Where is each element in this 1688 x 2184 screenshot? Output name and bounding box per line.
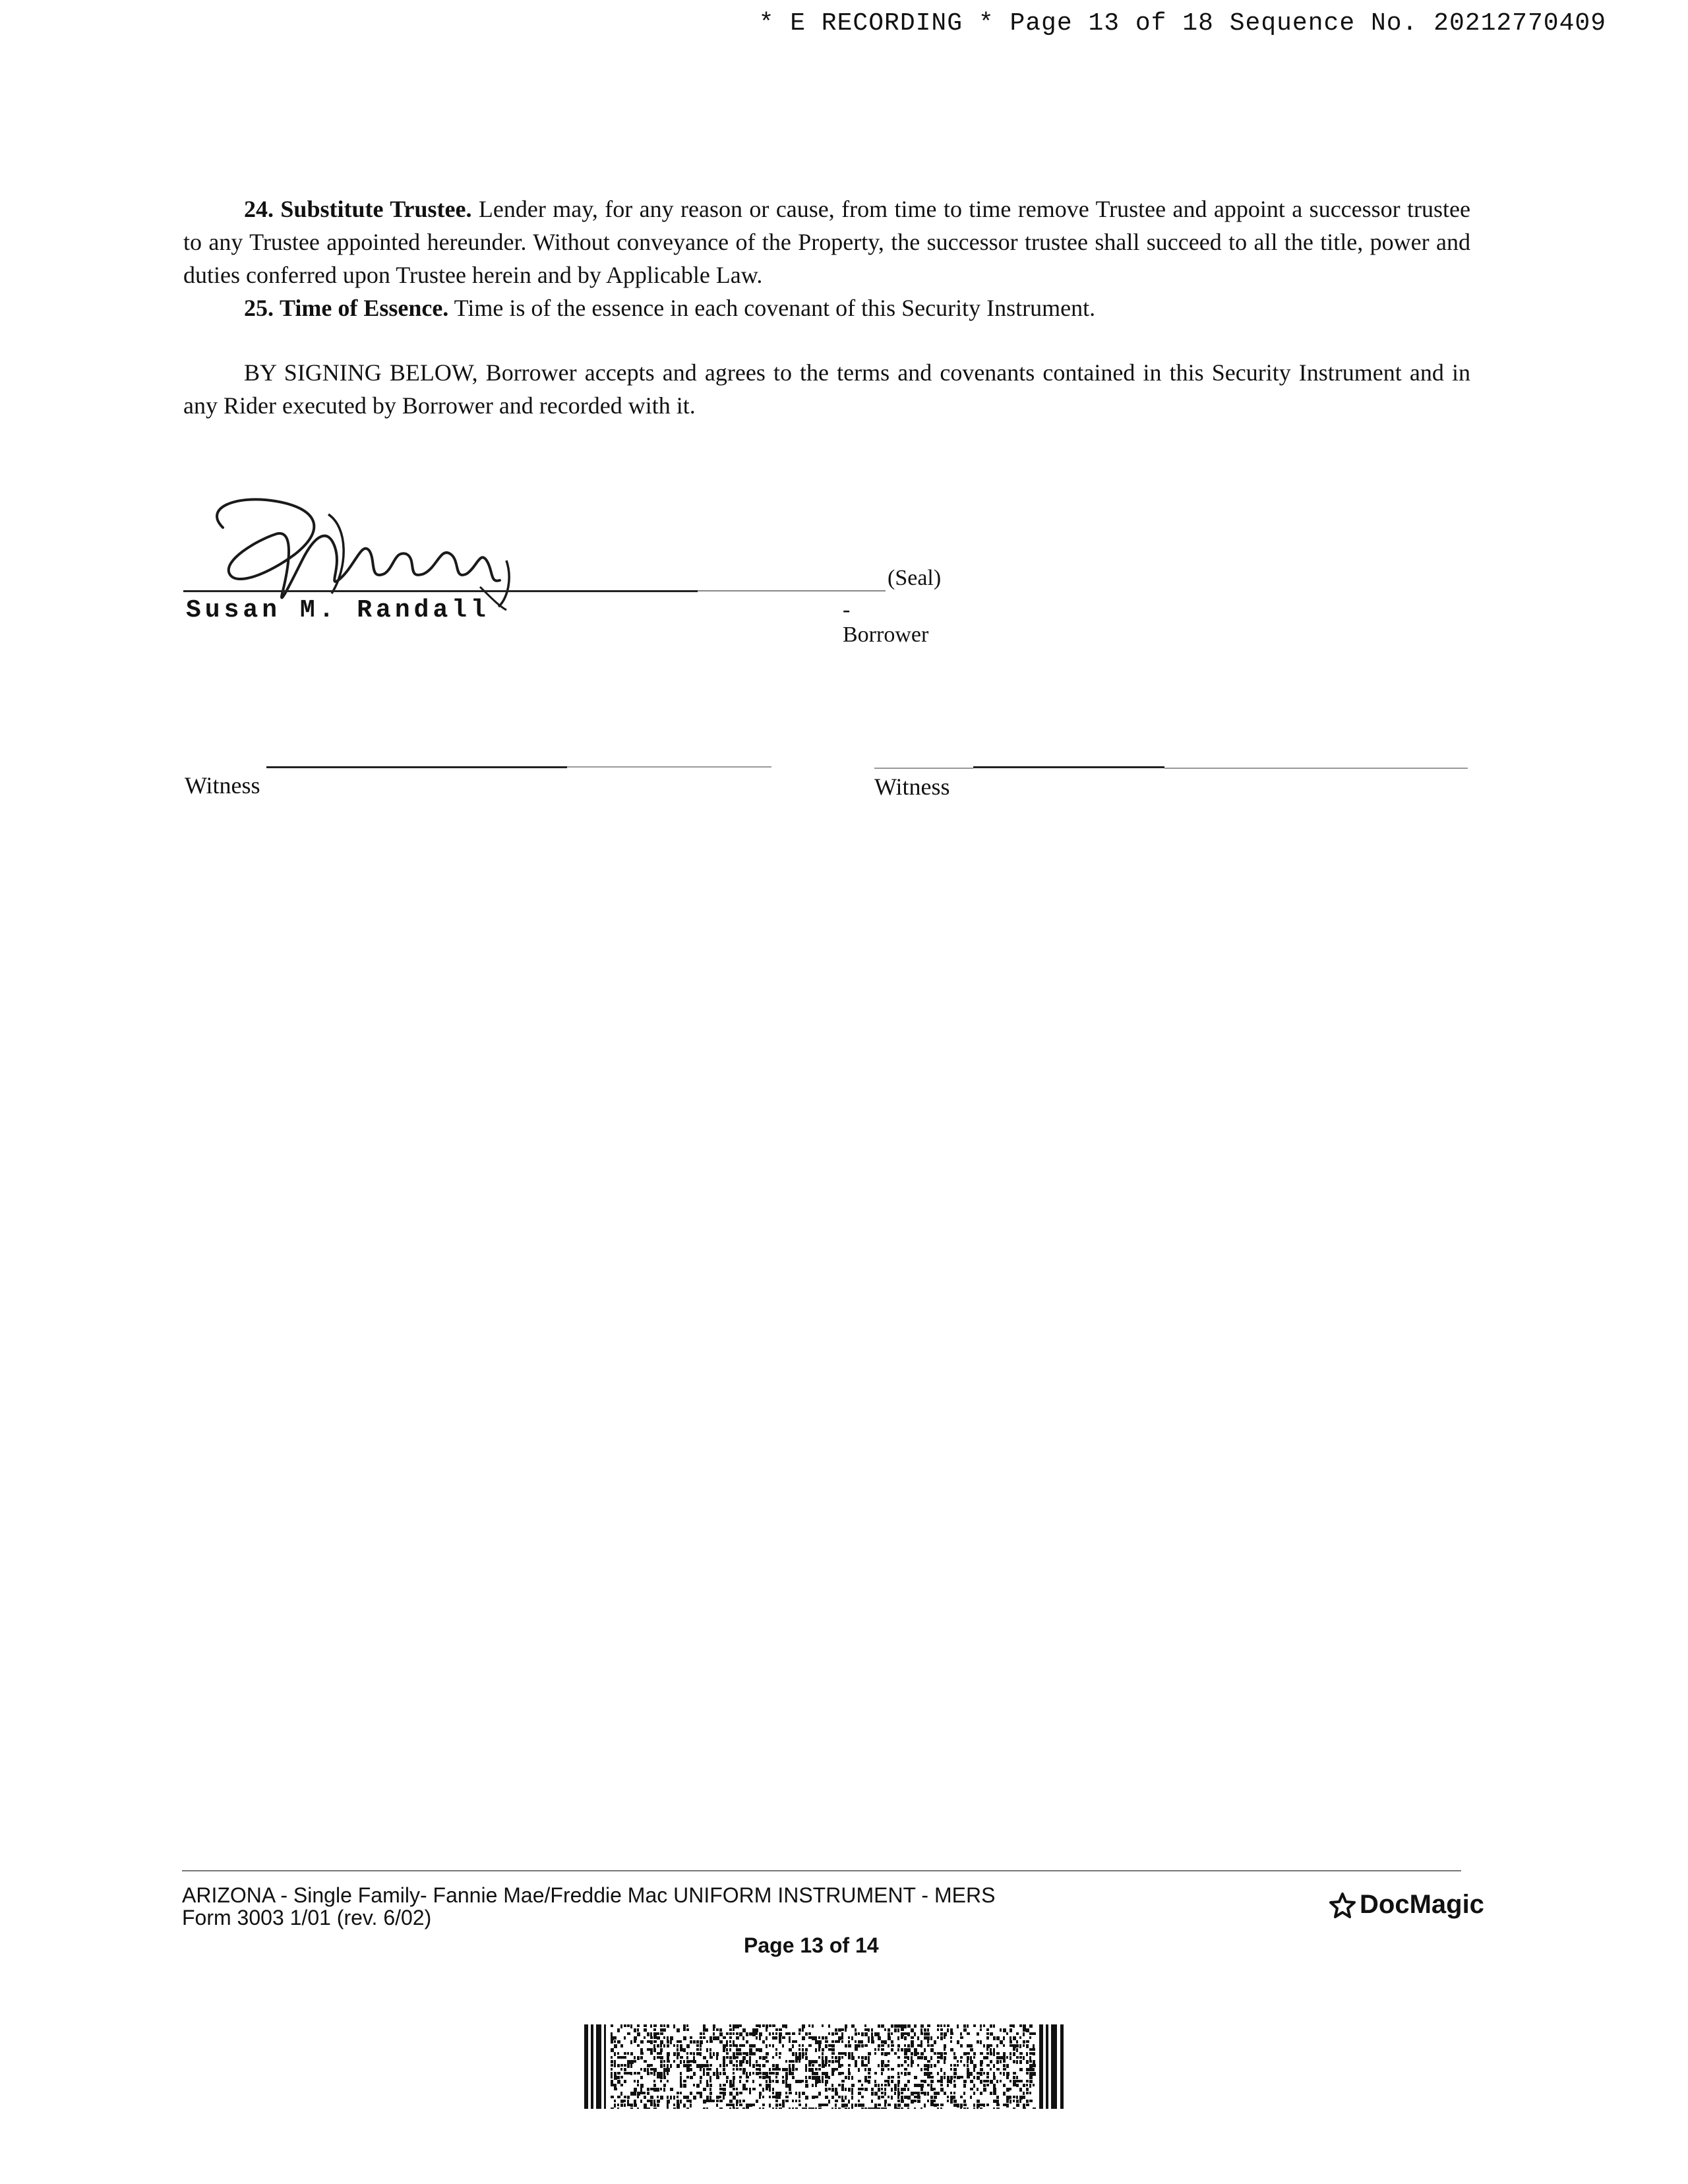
barcode xyxy=(584,2024,1064,2109)
witness-right-line xyxy=(973,766,1164,768)
witness-right-line-extension xyxy=(1164,768,1468,769)
paragraph-25-number: 25. xyxy=(244,295,274,321)
witness-left-line xyxy=(266,766,567,768)
signature-line xyxy=(183,590,698,592)
star-icon xyxy=(1329,1892,1356,1918)
handwritten-signature xyxy=(196,488,566,613)
borrower-signature-block xyxy=(183,488,942,647)
page-number: Page 13 of 14 xyxy=(744,1933,879,1957)
borrower-name: Susan M. Randall xyxy=(186,596,490,624)
paragraph-24-title: Substitute Trustee. xyxy=(280,196,472,222)
form-title: ARIZONA - Single Family- Fannie Mae/Freddie Mac UNIFORM INSTRUMENT - MERS xyxy=(182,1883,996,1907)
docmagic-logo xyxy=(1329,1890,1484,1920)
paragraph-25-text: Time is of the essence in each covenant of this Security Instrument. xyxy=(448,295,1096,321)
paragraph-25-title: Time of Essence. xyxy=(280,295,449,321)
seal-line xyxy=(698,590,886,592)
recording-header: * E RECORDING * Page 13 of 18 Sequence No. 20212770409 xyxy=(758,9,1606,38)
footer-rule xyxy=(182,1870,1461,1871)
brand-name: DocMagic xyxy=(1360,1890,1484,1919)
borrower-role-label: -Borrower xyxy=(843,597,929,647)
seal-label: (Seal) xyxy=(888,566,942,590)
paragraph-24 xyxy=(183,193,1470,291)
form-number: Form 3003 1/01 (rev. 6/02) xyxy=(182,1906,432,1929)
paragraph-24-number: 24. xyxy=(244,196,274,222)
signing-statement: BY SIGNING BELOW, Borrower accepts and agrees to the terms and covenants contained in this Security Instrument and in any Rider executed by Borrower and recorded with it. xyxy=(183,359,1470,419)
witness-left-line-extension xyxy=(567,766,771,768)
witness-right-label: Witness xyxy=(874,774,950,800)
witness-right-line-start xyxy=(874,768,973,769)
paragraph-24-text: Lender may, for any reason or cause, from time to time remove Trustee and appoint a successor trustee to any Trustee appointed hereunder. Without conveyance of the Property, the successor trustee shall succeed to all the title, power and duties conferred upon Trustee herein and by Applicable Law. xyxy=(183,196,1470,288)
witness-left-label: Witness xyxy=(185,772,260,799)
paragraph-25 xyxy=(183,291,1470,324)
